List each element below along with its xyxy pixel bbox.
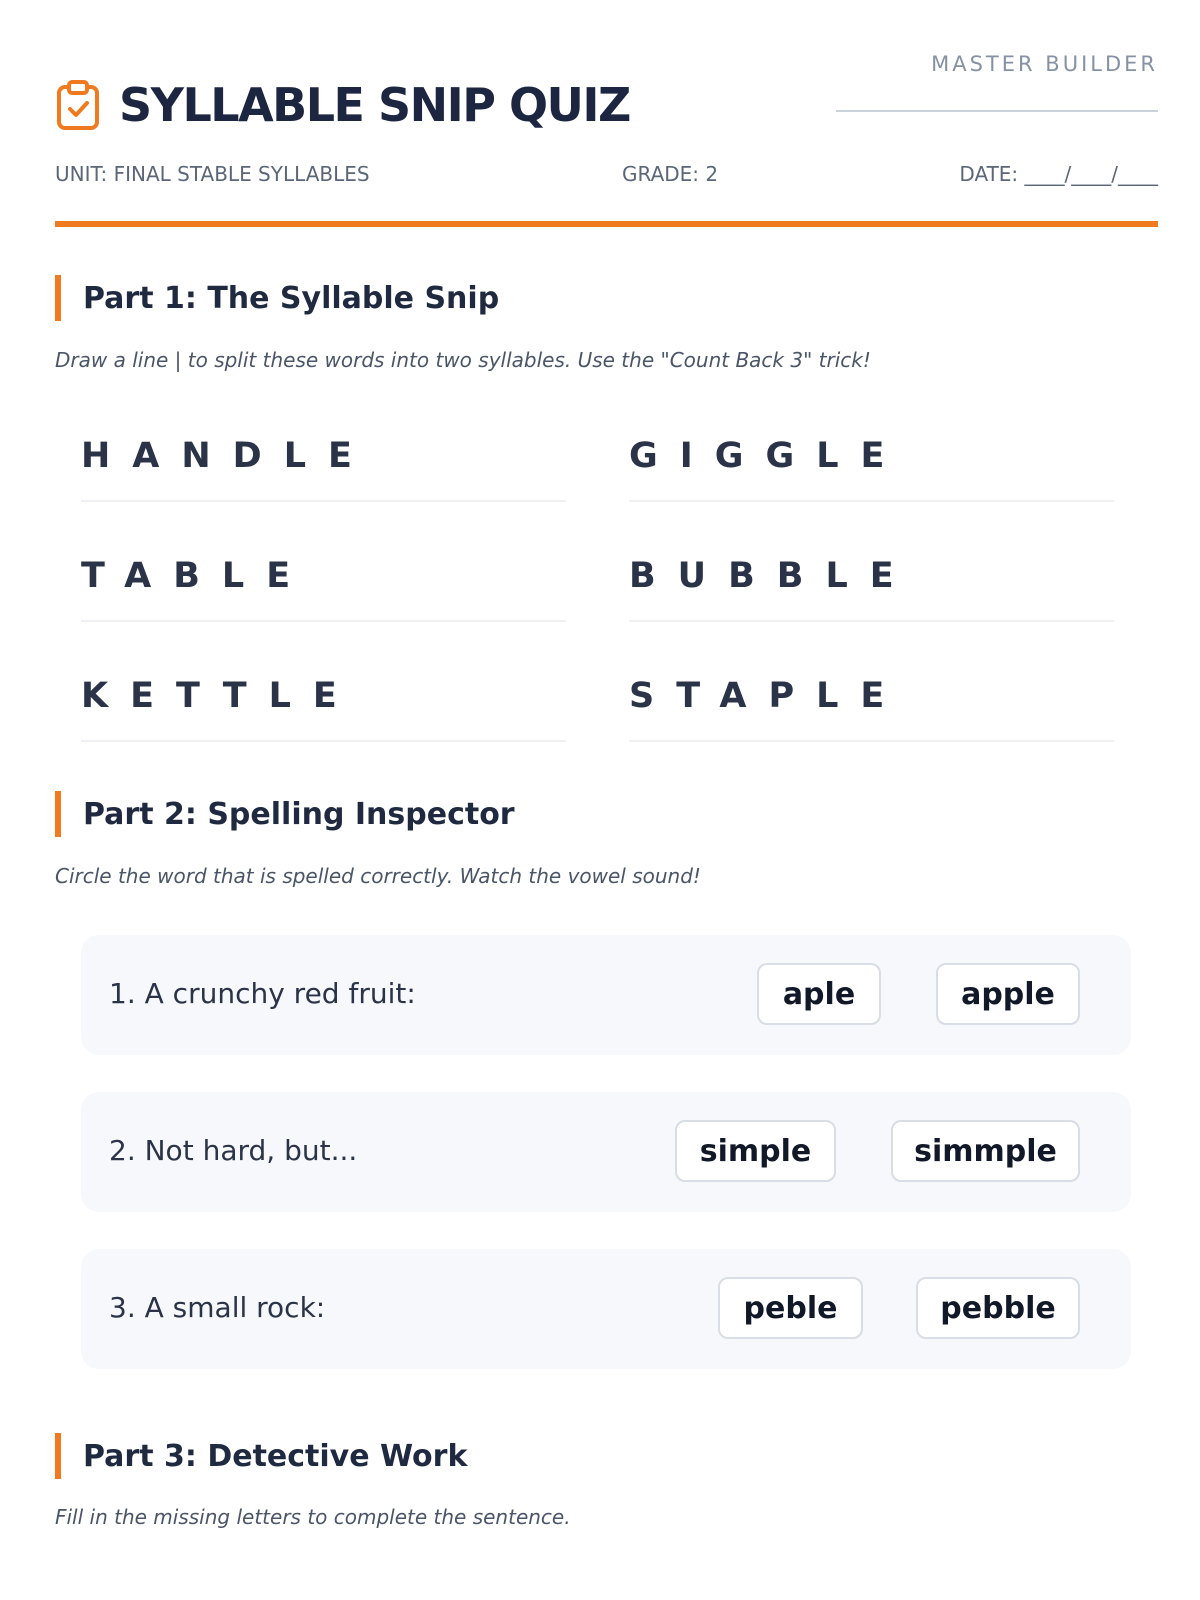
question-card <box>81 935 1131 1055</box>
question-prompt: 1. A crunchy red fruit: <box>109 977 416 1010</box>
word-text: HANDLE <box>81 436 374 476</box>
part3-accent-bar <box>55 1433 61 1479</box>
choice-option[interactable]: apple <box>936 963 1080 1025</box>
choice-option[interactable]: aple <box>757 963 881 1025</box>
name-field-label: MASTER BUILDER <box>931 52 1158 76</box>
choice-option[interactable]: pebble <box>916 1277 1080 1339</box>
word-item[interactable] <box>81 650 566 742</box>
name-field-line[interactable] <box>836 110 1158 112</box>
word-text: BUBBLE <box>629 556 916 596</box>
word-text: TABLE <box>81 556 313 596</box>
word-text: GIGGLE <box>629 436 907 476</box>
part2-heading: Part 2: Spelling Inspector <box>83 796 515 832</box>
question-card <box>81 1249 1131 1369</box>
word-item[interactable] <box>81 410 566 502</box>
name-field[interactable] <box>836 52 1158 112</box>
word-text: KETTLE <box>81 676 359 716</box>
word-text: STAPLE <box>629 676 907 716</box>
question-card <box>81 1092 1131 1212</box>
part2-instruction: Circle the word that is spelled correctly. Watch the vowel sound! <box>55 864 701 888</box>
date-field[interactable]: DATE: ____/____/____ <box>959 162 1158 186</box>
choice-option[interactable]: simple <box>675 1120 836 1182</box>
part1-instruction: Draw a line | to split these words into two syllables. Use the "Count Back 3" trick! <box>55 348 871 372</box>
header-divider <box>55 221 1158 227</box>
page-title: SYLLABLE SNIP QUIZ <box>119 78 630 132</box>
worksheet-page <box>55 0 1158 1529</box>
clipboard-check-icon <box>55 79 101 131</box>
title-row <box>55 78 630 132</box>
question-prompt: 2. Not hard, but... <box>109 1134 358 1167</box>
grade-label: GRADE: 2 <box>622 162 719 186</box>
word-item[interactable] <box>81 530 566 622</box>
word-item[interactable] <box>629 530 1114 622</box>
part1-title <box>55 275 499 321</box>
word-item[interactable] <box>629 410 1114 502</box>
part2-accent-bar <box>55 791 61 837</box>
part1-heading: Part 1: The Syllable Snip <box>83 280 500 316</box>
part3-instruction: Fill in the missing letters to complete the sentence. <box>55 1505 571 1529</box>
word-item[interactable] <box>629 650 1114 742</box>
part3-title <box>55 1433 467 1479</box>
question-prompt: 3. A small rock: <box>109 1291 326 1324</box>
part2-title <box>55 791 515 837</box>
choice-option[interactable]: simmple <box>891 1120 1080 1182</box>
worksheet-header <box>55 0 1158 230</box>
unit-label: UNIT: FINAL STABLE SYLLABLES <box>55 162 370 186</box>
part3-heading: Part 3: Detective Work <box>83 1438 468 1474</box>
part1-accent-bar <box>55 275 61 321</box>
choice-option[interactable]: peble <box>718 1277 863 1339</box>
